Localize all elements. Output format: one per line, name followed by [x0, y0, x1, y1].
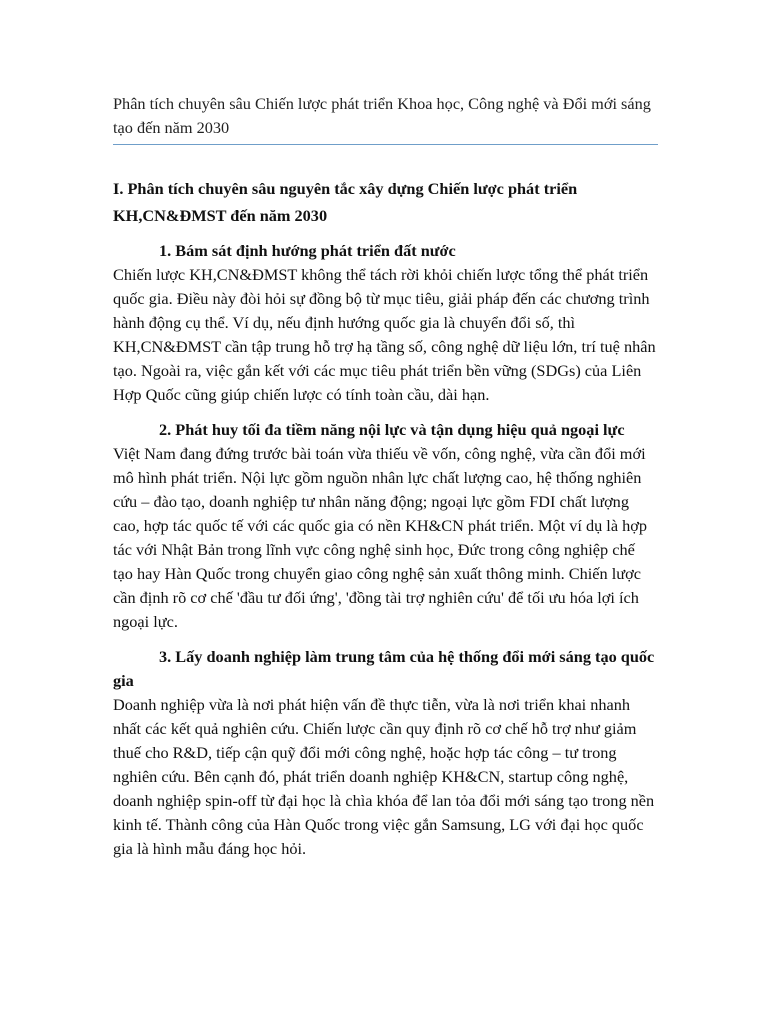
document-header-title: Phân tích chuyên sâu Chiến lược phát triển Khoa học, Công nghệ và Đổi mới sáng tạo đến năm 2030 — [113, 92, 658, 145]
subsection-1 — [113, 239, 658, 407]
section-heading: I. Phân tích chuyên sâu nguyên tắc xây dựng Chiến lược phát triển KH,CN&ĐMST đến năm 2030 — [113, 179, 578, 225]
subsection-paragraph: Việt Nam đang đứng trước bài toán vừa thiếu về vốn, công nghệ, vừa cần đổi mới mô hình phát triển. Nội lực gồm nguồn nhân lực chất lượng cao, hệ thống nghiên cứu – đào tạo, doanh nghiệp tư nhân năng động; ngoại lực gồm FDI chất lượng cao, hợp tác quốc tế với các quốc gia có nền KH&CN phát triển. Một ví dụ là hợp tác với Nhật Bản trong lĩnh vực công nghệ sinh học, Đức trong công nghiệp chế tạo hay Hàn Quốc trong chuyển giao công nghệ sản xuất thông minh. Chiến lược cần định rõ cơ chế 'đầu tư đối ứng', 'đồng tài trợ nghiên cứu' để tối ưu hóa lợi ích ngoại lực. — [113, 444, 648, 631]
subsection-heading: 1. Bám sát định hướng phát triển đất nước — [159, 241, 456, 260]
document-page — [113, 92, 658, 861]
subsection-heading: 2. Phát huy tối đa tiềm năng nội lực và tận dụng hiệu quả ngoại lực — [159, 420, 625, 439]
subsection-2 — [113, 418, 658, 634]
subsection-paragraph: Chiến lược KH,CN&ĐMST không thể tách rời khỏi chiến lược tổng thể phát triển quốc gia. Điều này đòi hỏi sự đồng bộ từ mục tiêu, giải pháp đến các chương trình hành động cụ thể. Ví dụ, nếu định hướng quốc gia là chuyển đổi số, thì KH,CN&ĐMST cần tập trung hỗ trợ hạ tầng số, công nghệ dữ liệu lớn, trí tuệ nhân tạo. Ngoài ra, việc gắn kết với các mục tiêu phát triển bền vững (SDGs) của Liên Hợp Quốc cũng giúp chiến lược có tính toàn cầu, dài hạn. — [113, 265, 656, 404]
subsection-paragraph: Doanh nghiệp vừa là nơi phát hiện vấn đề thực tiễn, vừa là nơi triển khai nhanh nhất các kết quả nghiên cứu. Chiến lược cần quy định rõ cơ chế hỗ trợ như giảm thuế cho R&D, tiếp cận quỹ đổi mới công nghệ, hoặc hợp tác công – tư trong nghiên cứu. Bên cạnh đó, phát triển doanh nghiệp KH&CN, startup công nghệ, doanh nghiệp spin-off từ đại học là chìa khóa để lan tỏa đổi mới sáng tạo trong nền kinh tế. Thành công của Hàn Quốc trong việc gắn Samsung, LG với đại học quốc gia là hình mẫu đáng học hỏi. — [113, 695, 655, 858]
subsection-heading: 3. Lấy doanh nghiệp làm trung tâm của hệ thống đổi mới sáng tạo quốc gia — [113, 647, 655, 690]
subsection-3 — [113, 645, 658, 861]
